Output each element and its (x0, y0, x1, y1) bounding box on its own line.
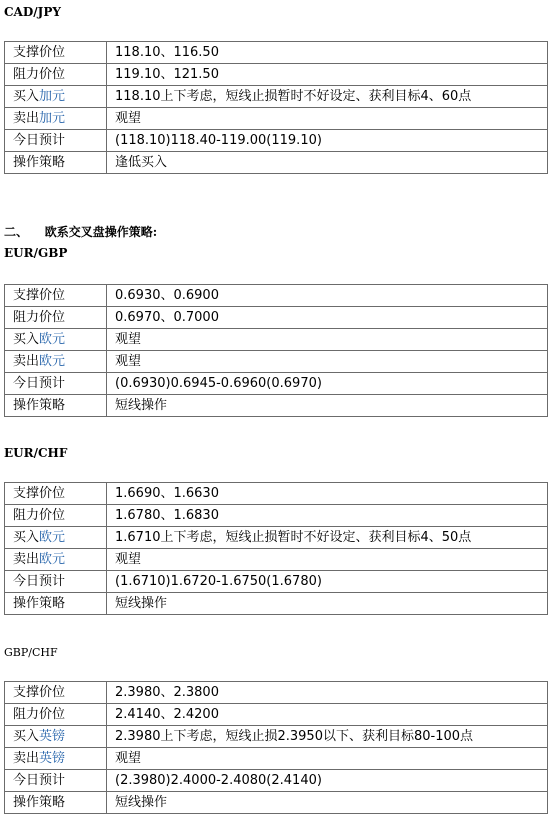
row-value: (118.10)118.40-119.00(119.10) (107, 130, 548, 152)
section-subtitle: 二、 欧系交叉盘操作策略: (4, 225, 158, 239)
row-value: 118.10上下考虑，短线止损暂时不好设定、获利目标4、60点 (107, 86, 548, 108)
table-row (5, 64, 548, 86)
row-value: 短线操作 (107, 792, 548, 814)
table-row (5, 748, 548, 770)
table-row (5, 152, 548, 174)
strategy-table-eurgbp (4, 284, 548, 417)
row-label: 今日预计 (5, 571, 107, 593)
row-value: (1.6710)1.6720-1.6750(1.6780) (107, 571, 548, 593)
row-value: 119.10、121.50 (107, 64, 548, 86)
row-label: 今日预计 (5, 770, 107, 792)
table-row (5, 593, 548, 615)
pair-heading-eurgbp: EUR/GBP (4, 246, 68, 260)
row-label: 买入英镑 (5, 726, 107, 748)
table-row (5, 704, 548, 726)
row-value: 观望 (107, 329, 548, 351)
row-value: 0.6970、0.7000 (107, 307, 548, 329)
row-label: 卖出加元 (5, 108, 107, 130)
row-label: 卖出欧元 (5, 549, 107, 571)
currency-link[interactable]: 英镑 (39, 729, 66, 744)
row-value: 1.6780、1.6830 (107, 505, 548, 527)
table-row (5, 373, 548, 395)
pair-heading-gbpchf: GBP/CHF (4, 646, 58, 659)
strategy-table-cadjpy (4, 41, 548, 174)
currency-link[interactable]: 英镑 (39, 751, 66, 766)
row-label: 操作策略 (5, 395, 107, 417)
table-row (5, 527, 548, 549)
row-value: 观望 (107, 351, 548, 373)
row-value: 逢低买入 (107, 152, 548, 174)
table-row (5, 682, 548, 704)
currency-link[interactable]: 加元 (39, 89, 66, 104)
strategy-table-eurchf (4, 482, 548, 615)
currency-link[interactable]: 欧元 (39, 354, 66, 369)
row-value: 观望 (107, 108, 548, 130)
row-value: 118.10、116.50 (107, 42, 548, 64)
table-row (5, 351, 548, 373)
table-row (5, 395, 548, 417)
row-value: 2.3980上下考虑，短线止损2.3950以下、获利目标80-100点 (107, 726, 548, 748)
row-label: 买入加元 (5, 86, 107, 108)
table-row (5, 549, 548, 571)
strategy-table-gbpchf (4, 681, 548, 814)
row-label: 阻力价位 (5, 704, 107, 726)
row-value: (0.6930)0.6945-0.6960(0.6970) (107, 373, 548, 395)
row-label: 操作策略 (5, 152, 107, 174)
table-row (5, 726, 548, 748)
row-value: (2.3980)2.4000-2.4080(2.4140) (107, 770, 548, 792)
table-row (5, 130, 548, 152)
row-label: 阻力价位 (5, 64, 107, 86)
table-row (5, 792, 548, 814)
row-label: 阻力价位 (5, 307, 107, 329)
pair-heading-eurchf: EUR/CHF (4, 446, 68, 460)
currency-link[interactable]: 欧元 (39, 530, 66, 545)
row-label: 买入欧元 (5, 329, 107, 351)
table-row (5, 329, 548, 351)
row-label: 支撑价位 (5, 483, 107, 505)
table-row (5, 108, 548, 130)
table-row (5, 483, 548, 505)
row-value: 短线操作 (107, 395, 548, 417)
row-value: 1.6710上下考虑，短线止损暂时不好设定、获利目标4、50点 (107, 527, 548, 549)
row-label: 买入欧元 (5, 527, 107, 549)
row-label: 支撑价位 (5, 285, 107, 307)
row-label: 操作策略 (5, 792, 107, 814)
row-value: 观望 (107, 549, 548, 571)
row-label: 卖出欧元 (5, 351, 107, 373)
row-label: 支撑价位 (5, 682, 107, 704)
table-row (5, 42, 548, 64)
currency-link[interactable]: 欧元 (39, 332, 66, 347)
currency-link[interactable]: 欧元 (39, 552, 66, 567)
row-label: 支撑价位 (5, 42, 107, 64)
row-value: 0.6930、0.6900 (107, 285, 548, 307)
table-row (5, 770, 548, 792)
row-value: 2.3980、2.3800 (107, 682, 548, 704)
pair-heading-cadjpy: CAD/JPY (4, 5, 61, 19)
currency-link[interactable]: 加元 (39, 111, 66, 126)
table-row (5, 307, 548, 329)
row-value: 2.4140、2.4200 (107, 704, 548, 726)
row-value: 观望 (107, 748, 548, 770)
row-value: 短线操作 (107, 593, 548, 615)
row-label: 今日预计 (5, 373, 107, 395)
row-label: 今日预计 (5, 130, 107, 152)
table-row (5, 86, 548, 108)
row-label: 阻力价位 (5, 505, 107, 527)
row-value: 1.6690、1.6630 (107, 483, 548, 505)
table-row (5, 505, 548, 527)
table-row (5, 571, 548, 593)
row-label: 卖出英镑 (5, 748, 107, 770)
row-label: 操作策略 (5, 593, 107, 615)
table-row (5, 285, 548, 307)
